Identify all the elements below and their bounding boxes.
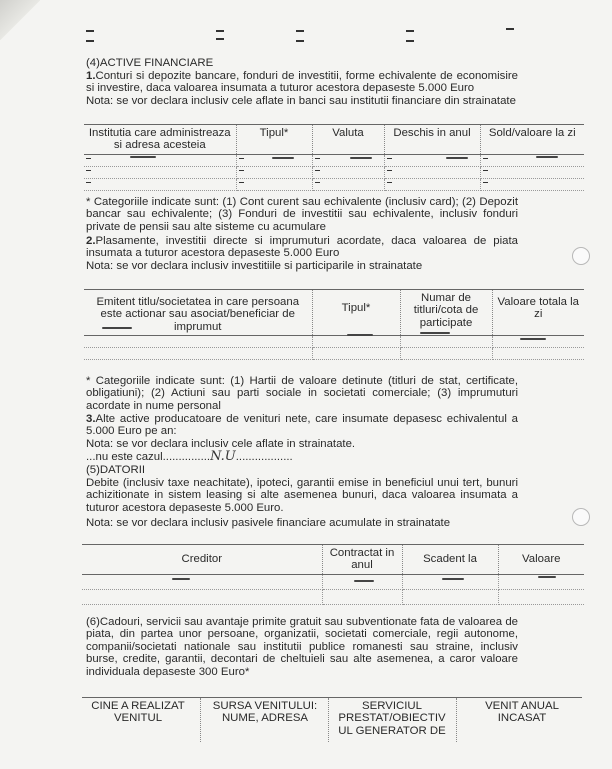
paragraph-text: Conturi si depozite bancare, fonduri de investitii, forme echivalente de economisire si investire, daca valoarea insumata a tuturor acestora depaseste 5.000 Euro bbox=[86, 70, 518, 95]
punch-hole bbox=[572, 508, 590, 526]
table-row bbox=[84, 154, 584, 166]
table-header: Tipul* bbox=[312, 290, 400, 336]
previous-table-remnant bbox=[86, 30, 526, 44]
paragraph-text: Alte active producatoare de venituri nete, care insumate depasesc echivalentul a 5.000 Euro pe an: bbox=[86, 413, 518, 438]
table-header: Valoare bbox=[498, 545, 584, 575]
table-row bbox=[82, 589, 584, 604]
table-header-row bbox=[84, 125, 584, 155]
handwritten-dash bbox=[420, 332, 450, 334]
paragraph-number: 3. bbox=[86, 413, 96, 425]
table-header: Institutia care administreaza si adresa acesteia bbox=[84, 125, 236, 155]
paragraph-3 bbox=[86, 413, 518, 438]
table-header: Sold/valoare la zi bbox=[480, 125, 584, 155]
table-header: Contractat in anul bbox=[322, 545, 402, 575]
table-header-row bbox=[82, 545, 584, 575]
debts-table bbox=[82, 544, 584, 605]
table-header: SURSA VENITULUI: NUME, ADRESA bbox=[212, 700, 318, 725]
paragraph-note: Nota: se vor declara inclusiv cele aflate in strainatate. bbox=[86, 438, 356, 450]
paragraph-1 bbox=[86, 70, 518, 95]
handwritten-dash bbox=[102, 327, 132, 329]
table-header: Valuta bbox=[312, 125, 384, 155]
handwritten-dash bbox=[130, 156, 156, 158]
handwritten-dash bbox=[347, 334, 373, 336]
income-table-header bbox=[82, 697, 582, 748]
paragraph-number: 1. bbox=[86, 70, 96, 82]
table-header: SERVICIUL PRESTAT/OBIECTIV UL GENERATOR DE bbox=[338, 700, 446, 737]
handwritten-dash bbox=[538, 576, 556, 578]
footnote-2: * Categoriile indicate sunt: (1) Hartii de valoare detinute (titluri de stat, certificate, obligatiuni); (2) Actiuni sau parti sociale in societati comerciale; (3) imprumuturi acordate in nume personal bbox=[86, 375, 518, 412]
section-text: Debite (inclusiv taxe neachitate), ipoteci, garantii emise in beneficiul unui tert, bunuri achizitionate in sistem leasing si alte asemenea bunuri, daca valoarea insumata a tuturor acestora depaseste 5.000 Euro. bbox=[86, 477, 518, 514]
section-note: Nota: se vor declara inclusiv pasivele financiare acumulate in strainatate bbox=[86, 517, 451, 529]
table-header: Scadent la bbox=[402, 545, 498, 575]
table-header: CINE A REALIZAT VENITUL bbox=[91, 700, 185, 725]
footnote-1: * Categoriile indicate sunt: (1) Cont curent sau echivalente (inclusiv card); (2) Depozit bancar sau echivalente; (3) Fonduri de investitii sau echivalente, inclusiv fonduri private de pensii sau alte sisteme cu acumulare bbox=[86, 196, 518, 233]
gifts-section-text: (6)Cadouri, servicii sau avantaje primite gratuit sau subventionate fata de valoarea de piata, din partea unor persoane, organizatii, societati comerciale, regii autonome, companii/societati nationale sau institutii publice romanesti sau straine, inclusiv burse, credite, garantii, decontari de cheltuieli sau alte asemenea, a caror valoare individuala depaseste 300 Euro* bbox=[86, 616, 518, 678]
table-header: Valoare totala la zi bbox=[492, 290, 584, 336]
table-row bbox=[84, 348, 584, 360]
handwritten-dash bbox=[446, 157, 468, 159]
table-header: Deschis in anul bbox=[384, 125, 480, 155]
handwritten-dash bbox=[172, 578, 190, 580]
table-row bbox=[84, 178, 584, 190]
table-header: Emitent titlu/societatea in care persoana este actionar sau asociat/beneficiar de imprumut bbox=[84, 290, 312, 336]
investments-table bbox=[84, 289, 584, 360]
table-row bbox=[84, 336, 584, 348]
table-header: Creditor bbox=[82, 545, 322, 575]
not-applicable-text: ...nu este cazul............... bbox=[86, 451, 211, 463]
scan-fold-corner bbox=[0, 0, 40, 40]
handwritten-dash bbox=[442, 578, 464, 580]
table-header: VENIT ANUAL INCASAT bbox=[485, 700, 559, 725]
paragraph-note: Nota: se vor declara inclusiv investitiile si participarile in strainatate bbox=[86, 260, 423, 272]
section-heading: (5)DATORII bbox=[86, 464, 146, 476]
handwritten-dash bbox=[272, 157, 294, 159]
paragraph-2 bbox=[86, 235, 518, 260]
table-row bbox=[82, 574, 584, 589]
handwritten-dash bbox=[520, 338, 546, 340]
handwritten-dash bbox=[350, 157, 372, 159]
handwritten-nu: N.U bbox=[210, 449, 236, 464]
section-heading: (4)ACTIVE FINANCIARE bbox=[86, 57, 214, 69]
table-header-row bbox=[84, 290, 584, 336]
handwritten-dash bbox=[536, 156, 558, 158]
bank-accounts-table bbox=[84, 124, 584, 191]
handwritten-dash bbox=[354, 580, 374, 582]
punch-hole bbox=[572, 247, 590, 265]
not-applicable-line: ...nu este cazul...............N.U.................. bbox=[86, 449, 293, 464]
table-row bbox=[84, 166, 584, 178]
table-header: Numar de titluri/cota de participate bbox=[400, 290, 492, 336]
paragraph-note: Nota: se vor declara inclusiv cele aflate in banci sau institutii financiare din strainatate bbox=[86, 95, 516, 107]
table-header: Tipul* bbox=[236, 125, 312, 155]
paragraph-number: 2. bbox=[86, 235, 96, 247]
paragraph-text: Plasamente, investitii directe si imprumuturi acordate, daca valoarea de piata insumata a tuturor acestora depaseste 5.000 Euro bbox=[86, 235, 518, 260]
